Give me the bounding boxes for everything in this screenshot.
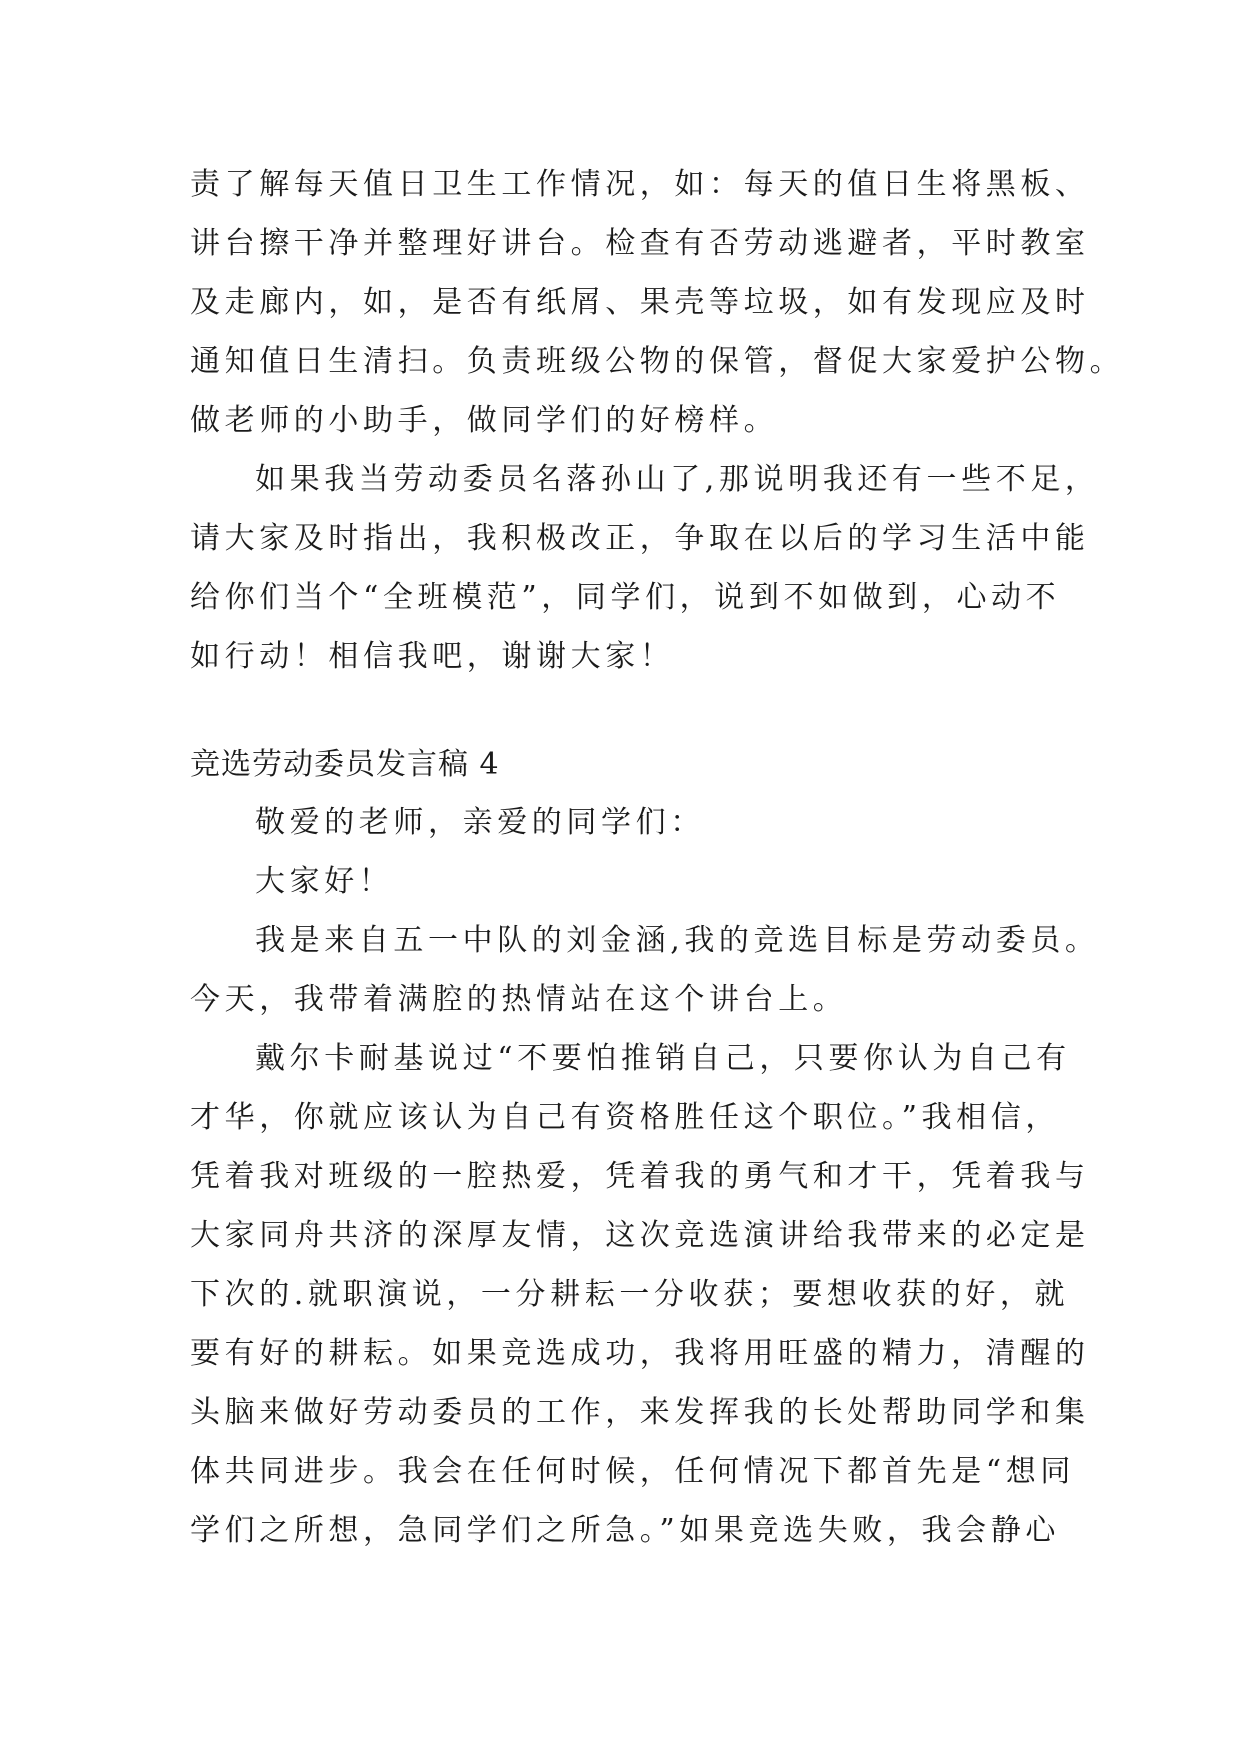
paragraph-4-line-6: 要有好的耕耘。如果竞选成功，我将用旺盛的精力，清醒的 — [190, 1336, 1090, 1371]
paragraph-2-line-1: 如果我当劳动委员名落孙山了,那说明我还有一些不足， — [255, 462, 1100, 497]
paragraph-3-line-2: 今天，我带着满腔的热情站在这个讲台上。 — [190, 982, 848, 1017]
paragraph-1-line-3: 及走廊内，如，是否有纸屑、果壳等垃圾，如有发现应及时 — [190, 285, 1090, 320]
paragraph-4-line-9: 学们之所想，急同学们之所急。”如果竞选失败，我会静心 — [190, 1513, 1060, 1548]
salutation: 敬爱的老师，亲爱的同学们： — [255, 805, 705, 840]
paragraph-1-line-1: 责了解每天值日卫生工作情况，如：每天的值日生将黑板、 — [190, 167, 1090, 202]
paragraph-3-line-1: 我是来自五一中队的刘金涵,我的竞选目标是劳动委员。 — [255, 923, 1100, 958]
paragraph-2-line-2: 请大家及时指出，我积极改正，争取在以后的学习生活中能 — [190, 521, 1090, 556]
paragraph-4-line-8: 体共同进步。我会在任何时候，任何情况下都首先是“想同 — [190, 1454, 1075, 1489]
paragraph-1-line-2: 讲台擦干净并整理好讲台。检查有否劳动逃避者，平时教室 — [190, 226, 1090, 261]
paragraph-4-line-3: 凭着我对班级的一腔热爱，凭着我的勇气和才干，凭着我与 — [190, 1159, 1090, 1194]
paragraph-4-line-5: 下次的.就职演说，一分耕耘一分收获；要想收获的好，就 — [190, 1277, 1070, 1312]
paragraph-4-line-7: 头脑来做好劳动委员的工作，来发挥我的长处帮助同学和集 — [190, 1395, 1090, 1430]
greeting: 大家好！ — [255, 864, 394, 899]
paragraph-2-line-3: 给你们当个“全班模范”，同学们，说到不如做到，心动不 — [190, 580, 1061, 615]
paragraph-4-line-2: 才华，你就应该认为自己有资格胜任这个职位。”我相信， — [190, 1100, 1060, 1135]
paragraph-2-line-4: 如行动！相信我吧，谢谢大家！ — [190, 639, 675, 674]
paragraph-4-line-4: 大家同舟共济的深厚友情，这次竞选演讲给我带来的必定是 — [190, 1218, 1090, 1253]
section-title: 竞选劳动委员发言稿 4 — [190, 747, 500, 782]
paragraph-1-line-5: 做老师的小助手，做同学们的好榜样。 — [190, 403, 779, 438]
paragraph-4-line-1: 戴尔卡耐基说过“不要怕推销自己，只要你认为自己有 — [255, 1041, 1071, 1076]
paragraph-1-line-4: 通知值日生清扫。负责班级公物的保管，督促大家爱护公物。 — [190, 344, 1125, 379]
